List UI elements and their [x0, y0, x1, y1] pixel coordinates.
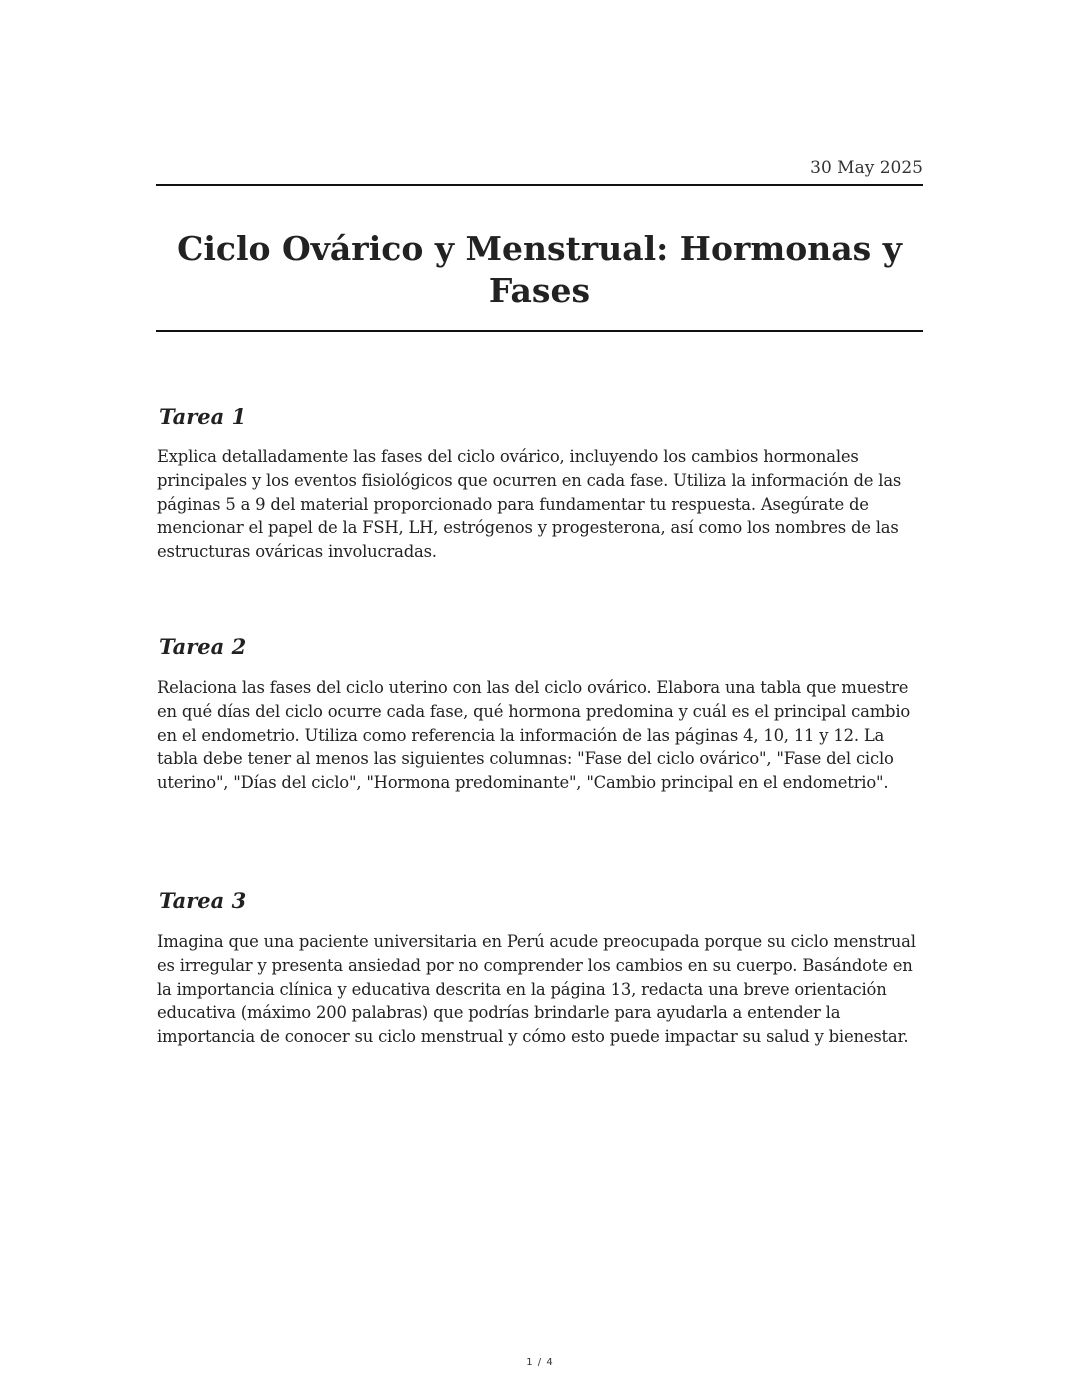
- page-title: Ciclo Ovárico y Menstrual: Hormonas y Fases: [177, 229, 902, 310]
- document-date: 30 May 2025: [810, 158, 923, 178]
- task-2-body: Relaciona las fases del ciclo uterino con las del ciclo ovárico. Elabora una tabla que muestre en qué días del ciclo ocurre cada fase, qué hormona predomina y cuál es el principal cambio en el endometrio. Utiliza como referencia la información de las páginas 4, 10, 11 y 12. La tabla debe tener al menos las siguientes columnas: "Fase del ciclo ovárico", "Fase del ciclo uterino", "Días del ciclo", "Hormona predominante", "Cambio principal en el endometrio".: [157, 678, 911, 793]
- task-3-heading: Tarea 3: [159, 888, 247, 913]
- task-3-body: Imagina que una paciente universitaria en Perú acude preocupada porque su ciclo menstrual es irregular y presenta ansiedad por no comprender los cambios en su cuerpo. Basándote en la importancia clínica y educativa descrita en la página 13, redacta una breve orientación educativa (máximo 200 palabras) que podrías brindarle para ayudarla a entender la importancia de conocer su ciclo menstrual y cómo esto puede impactar su salud y bienestar.: [157, 932, 916, 1047]
- header-divider: [156, 184, 923, 186]
- task-1-body: Explica detalladamente las fases del ciclo ovárico, incluyendo los cambios hormonales principales y los eventos fisiológicos que ocurren en cada fase. Utiliza la información de las páginas 5 a 9 del material proporcionado para fundamentar tu respuesta. Asegúrate de mencionar el papel de la FSH, LH, estrógenos y progesterona, así como los nombres de las estructuras ováricas involucradas.: [157, 447, 902, 562]
- page-number: 1 / 4: [526, 1357, 554, 1368]
- title-divider: [156, 330, 923, 332]
- task-2-heading: Tarea 2: [159, 634, 247, 659]
- task-1-heading: Tarea 1: [159, 404, 247, 429]
